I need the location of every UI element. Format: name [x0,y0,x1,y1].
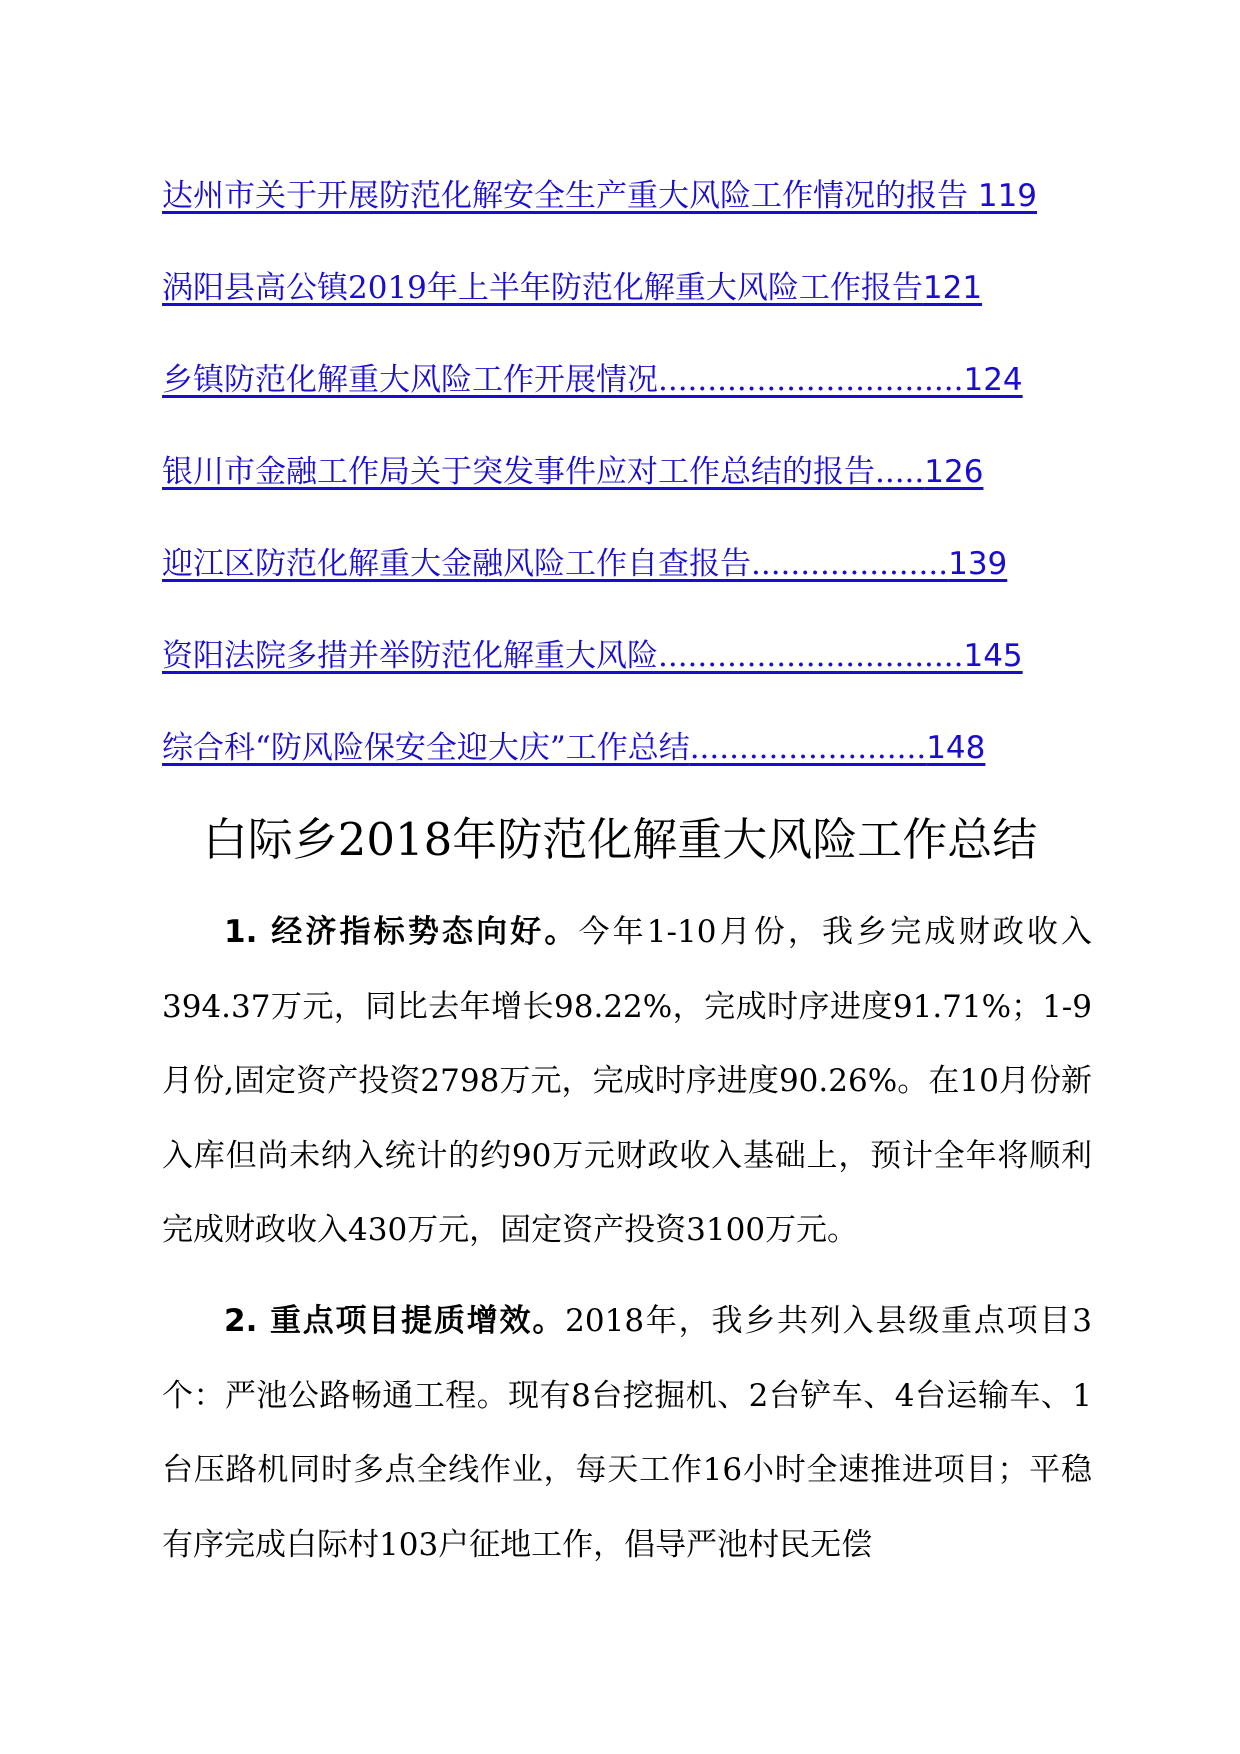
toc-link-leader: ........................ [689,730,927,766]
toc-link-title: 综合科“防风险保安全迎大庆”工作总结 [162,730,690,766]
toc-link-2[interactable] [162,252,1092,344]
toc-link-leader: ..... [875,454,925,490]
toc-link-title: 银川市金融工作局关于突发事件应对工作总结的报告 [162,454,875,490]
toc-link-5[interactable] [162,528,1092,620]
toc-link-leader [968,178,978,214]
body-paragraph-2 [162,1284,1092,1582]
toc-link-title: 乡镇防范化解重大风险工作开展情况 [162,362,658,398]
paragraph-text: 2018年，我乡共列入县级重点项目3个：严池公路畅通工程。现有8台挖掘机、2台铲车、4台运输车、1台压路机同时多点全线作业，每天工作16小时全速推进项目；平稳有序完成白际村103户征地工作，倡导严池村民无偿 [162,1303,1092,1563]
toc-link-title: 迎江区防范化解重大金融风险工作自查报告 [162,546,751,582]
table-of-contents [162,160,1092,804]
paragraph-lead: 2. 重点项目提质增效。 [224,1303,566,1339]
toc-link-6[interactable] [162,620,1092,712]
toc-link-leader: ............................... [658,638,964,674]
body-paragraph-1 [162,895,1092,1268]
document-title: 白际乡2018年防范化解重大风险工作总结 [202,813,1038,866]
toc-link-title: 资阳法院多措并举防范化解重大风险 [162,638,658,674]
toc-link-7[interactable] [162,712,1092,804]
toc-link-3[interactable] [162,344,1092,436]
toc-link-title: 达州市关于开展防范化解安全生产重大风险工作情况的报告 [162,178,968,214]
paragraph-lead: 1. 经济指标势态向好。 [224,914,579,950]
toc-link-page: 121 [922,270,983,306]
toc-link-leader: ............................... [658,362,964,398]
toc-link-page: 145 [963,638,1023,674]
toc-link-page: 124 [963,362,1023,398]
toc-link-4[interactable] [162,436,1092,528]
paragraph-text: 今年1-10月份，我乡完成财政收入394.37万元，同比去年增长98.22%，完成时序进度91.71%；1-9月份,固定资产投资2798万元，完成时序进度90.26%。在10月份新入库但尚未纳入统计的约90万元财政收入基础上，预计全年将顺利完成财政收入430万元，固定资产投资3100万元。 [162,914,1092,1248]
toc-link-page: 126 [924,454,984,490]
toc-link-leader: .................... [751,546,949,582]
toc-link-page: 119 [977,178,1038,214]
toc-link-title: 涡阳县高公镇2019年上半年防范化解重大风险工作报告 [162,270,923,306]
toc-link-1[interactable] [162,160,1092,252]
toc-link-page: 148 [926,730,986,766]
toc-link-page: 139 [948,546,1008,582]
